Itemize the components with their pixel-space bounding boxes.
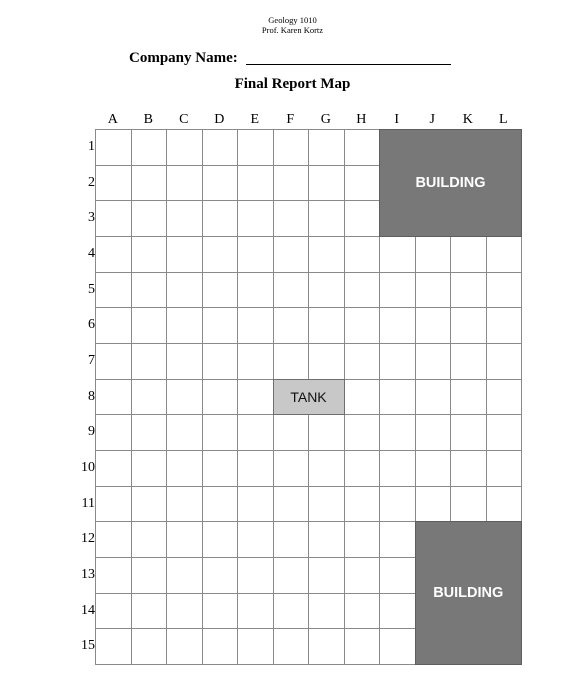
grid-cell-k5: [450, 272, 487, 309]
grid-cell-l10: [486, 450, 523, 487]
grid-cell-b3: [131, 200, 168, 237]
grid-cell-e8: [237, 379, 274, 416]
column-label-a: A: [107, 112, 118, 127]
grid-cell-g13: [308, 557, 345, 594]
grid-cell-g12: [308, 521, 345, 558]
company-name-label: Company Name:: [129, 50, 238, 66]
column-label-k: K: [462, 112, 473, 127]
grid-cell-h14: [344, 593, 381, 630]
grid-cell-h6: [344, 307, 381, 344]
row-label-5: 5: [88, 281, 95, 297]
grid-cell-c6: [166, 307, 203, 344]
grid-cell-d6: [202, 307, 239, 344]
grid-cell-e13: [237, 557, 274, 594]
grid-cell-g15: [308, 628, 345, 665]
row-label-9: 9: [88, 424, 95, 440]
grid-cell-c8: [166, 379, 203, 416]
grid-cell-g11: [308, 486, 345, 523]
grid-cell-k6: [450, 307, 487, 344]
row-label-4: 4: [88, 245, 95, 261]
grid-cell-b8: [131, 379, 168, 416]
grid-cell-c13: [166, 557, 203, 594]
grid-cell-a7: [95, 343, 132, 380]
grid-cell-a1: [95, 129, 132, 166]
grid-cell-c15: [166, 628, 203, 665]
grid-cell-h4: [344, 236, 381, 273]
grid-cell-b7: [131, 343, 168, 380]
grid-cell-i4: [379, 236, 416, 273]
grid-cell-e14: [237, 593, 274, 630]
grid-cell-c4: [166, 236, 203, 273]
grid-cell-e6: [237, 307, 274, 344]
row-label-2: 2: [88, 174, 95, 190]
grid-cell-f7: [273, 343, 310, 380]
row-label-1: 1: [88, 138, 95, 154]
grid-cell-e12: [237, 521, 274, 558]
grid-cell-f9: [273, 414, 310, 451]
grid-cell-f15: [273, 628, 310, 665]
grid-cell-l7: [486, 343, 523, 380]
grid-cell-d5: [202, 272, 239, 309]
grid-cell-c9: [166, 414, 203, 451]
course-title: Geology 1010: [268, 15, 317, 25]
grid-cell-c12: [166, 521, 203, 558]
grid-cell-j5: [415, 272, 452, 309]
column-label-g: G: [320, 112, 331, 127]
tank: TANK: [273, 379, 345, 416]
row-label-3: 3: [88, 210, 95, 226]
grid-cell-g10: [308, 450, 345, 487]
grid-cell-i15: [379, 628, 416, 665]
grid-cell-i5: [379, 272, 416, 309]
grid-cell-d9: [202, 414, 239, 451]
grid-cell-j4: [415, 236, 452, 273]
grid-cell-d11: [202, 486, 239, 523]
grid-cell-d4: [202, 236, 239, 273]
column-label-h: H: [356, 112, 367, 127]
grid-cell-e7: [237, 343, 274, 380]
grid-cell-a6: [95, 307, 132, 344]
grid-cell-e5: [237, 272, 274, 309]
grid-cell-a9: [95, 414, 132, 451]
grid-cell-i6: [379, 307, 416, 344]
grid-cell-c7: [166, 343, 203, 380]
building-north: BUILDING: [379, 129, 522, 237]
grid-cell-a15: [95, 628, 132, 665]
grid-cell-c2: [166, 165, 203, 202]
grid-cell-b9: [131, 414, 168, 451]
grid-cell-f13: [273, 557, 310, 594]
grid-cell-f5: [273, 272, 310, 309]
grid-cell-h10: [344, 450, 381, 487]
grid-cell-a10: [95, 450, 132, 487]
grid-cell-g4: [308, 236, 345, 273]
grid-cell-h9: [344, 414, 381, 451]
grid-cell-i9: [379, 414, 416, 451]
grid-cell-k7: [450, 343, 487, 380]
column-label-d: D: [214, 112, 225, 127]
grid-cell-a3: [95, 200, 132, 237]
grid-cell-e10: [237, 450, 274, 487]
grid-cell-f14: [273, 593, 310, 630]
grid-cell-k9: [450, 414, 487, 451]
grid-cell-a5: [95, 272, 132, 309]
grid-cell-a13: [95, 557, 132, 594]
grid-cell-k10: [450, 450, 487, 487]
grid-cell-f12: [273, 521, 310, 558]
row-label-6: 6: [88, 317, 95, 333]
grid-cell-a14: [95, 593, 132, 630]
row-label-14: 14: [81, 602, 95, 618]
instructor-name: Prof. Karen Kortz: [261, 25, 324, 35]
grid-cell-j6: [415, 307, 452, 344]
grid-cell-l5: [486, 272, 523, 309]
grid-cell-g14: [308, 593, 345, 630]
grid-cell-d3: [202, 200, 239, 237]
column-label-b: B: [143, 112, 153, 127]
grid-cell-k8: [450, 379, 487, 416]
grid-cell-i13: [379, 557, 416, 594]
grid-cell-d2: [202, 165, 239, 202]
grid-cell-e9: [237, 414, 274, 451]
column-label-j: J: [429, 112, 435, 127]
grid-cell-i14: [379, 593, 416, 630]
grid-cell-i8: [379, 379, 416, 416]
grid-cell-f2: [273, 165, 310, 202]
grid-cell-h2: [344, 165, 381, 202]
grid-cell-l9: [486, 414, 523, 451]
grid-cell-b13: [131, 557, 168, 594]
grid-cell-e15: [237, 628, 274, 665]
grid-cell-g2: [308, 165, 345, 202]
row-label-7: 7: [88, 352, 95, 368]
grid-cell-l4: [486, 236, 523, 273]
row-label-8: 8: [88, 388, 95, 404]
grid-cell-d14: [202, 593, 239, 630]
grid-cell-d7: [202, 343, 239, 380]
column-label-c: C: [179, 112, 189, 127]
grid-cell-h11: [344, 486, 381, 523]
row-label-10: 10: [81, 459, 95, 475]
grid-cell-j11: [415, 486, 452, 523]
grid-cell-c3: [166, 200, 203, 237]
grid-cell-h5: [344, 272, 381, 309]
grid-cell-g5: [308, 272, 345, 309]
grid-cell-h12: [344, 521, 381, 558]
grid-cell-k4: [450, 236, 487, 273]
grid-cell-b10: [131, 450, 168, 487]
column-label-l: L: [498, 112, 508, 127]
grid-cell-d10: [202, 450, 239, 487]
grid-cell-c1: [166, 129, 203, 166]
row-label-15: 15: [81, 638, 95, 654]
grid-cell-d1: [202, 129, 239, 166]
grid-cell-e4: [237, 236, 274, 273]
grid-cell-c11: [166, 486, 203, 523]
grid-cell-h15: [344, 628, 381, 665]
grid-cell-d13: [202, 557, 239, 594]
grid-cell-j10: [415, 450, 452, 487]
grid-cell-h7: [344, 343, 381, 380]
grid-cell-b12: [131, 521, 168, 558]
grid-cell-a12: [95, 521, 132, 558]
column-label-i: I: [394, 112, 400, 127]
grid-cell-d8: [202, 379, 239, 416]
grid-cell-f11: [273, 486, 310, 523]
grid-cell-l11: [486, 486, 523, 523]
grid-cell-e11: [237, 486, 274, 523]
row-label-12: 12: [81, 531, 95, 547]
grid-cell-l8: [486, 379, 523, 416]
grid-cell-a11: [95, 486, 132, 523]
grid-cell-i7: [379, 343, 416, 380]
grid-cell-g1: [308, 129, 345, 166]
grid-cell-f1: [273, 129, 310, 166]
grid-cell-h13: [344, 557, 381, 594]
grid-cell-e3: [237, 200, 274, 237]
grid-cell-a4: [95, 236, 132, 273]
grid-cell-j9: [415, 414, 452, 451]
grid-cell-b14: [131, 593, 168, 630]
grid-cell-l6: [486, 307, 523, 344]
grid-cell-a2: [95, 165, 132, 202]
grid-cell-c5: [166, 272, 203, 309]
grid-cell-e1: [237, 129, 274, 166]
grid-cell-i12: [379, 521, 416, 558]
grid-cell-k11: [450, 486, 487, 523]
grid-cell-b11: [131, 486, 168, 523]
row-label-11: 11: [81, 495, 95, 511]
report-title: Final Report Map: [234, 76, 351, 92]
grid-cell-c14: [166, 593, 203, 630]
grid-cell-i11: [379, 486, 416, 523]
grid-cell-g9: [308, 414, 345, 451]
grid-cell-a8: [95, 379, 132, 416]
grid-cell-e2: [237, 165, 274, 202]
grid-cell-b1: [131, 129, 168, 166]
grid-cell-c10: [166, 450, 203, 487]
grid-cell-d12: [202, 521, 239, 558]
column-label-e: E: [250, 112, 260, 127]
grid-cell-f3: [273, 200, 310, 237]
grid-cell-g6: [308, 307, 345, 344]
grid-cell-d15: [202, 628, 239, 665]
grid-cell-b2: [131, 165, 168, 202]
company-name-blank: [246, 64, 451, 65]
building-south: BUILDING: [415, 521, 523, 665]
grid-cell-b6: [131, 307, 168, 344]
grid-cell-h8: [344, 379, 381, 416]
grid-cell-f10: [273, 450, 310, 487]
grid-cell-j8: [415, 379, 452, 416]
grid-cell-g3: [308, 200, 345, 237]
row-label-13: 13: [81, 566, 95, 582]
grid-cell-h1: [344, 129, 381, 166]
column-label-f: F: [286, 112, 295, 127]
grid-cell-b15: [131, 628, 168, 665]
grid-cell-h3: [344, 200, 381, 237]
grid-cell-j7: [415, 343, 452, 380]
grid-cell-b5: [131, 272, 168, 309]
grid-cell-g7: [308, 343, 345, 380]
grid-cell-b4: [131, 236, 168, 273]
grid-cell-f6: [273, 307, 310, 344]
map-grid: [95, 129, 521, 664]
grid-cell-f4: [273, 236, 310, 273]
grid-cell-i10: [379, 450, 416, 487]
